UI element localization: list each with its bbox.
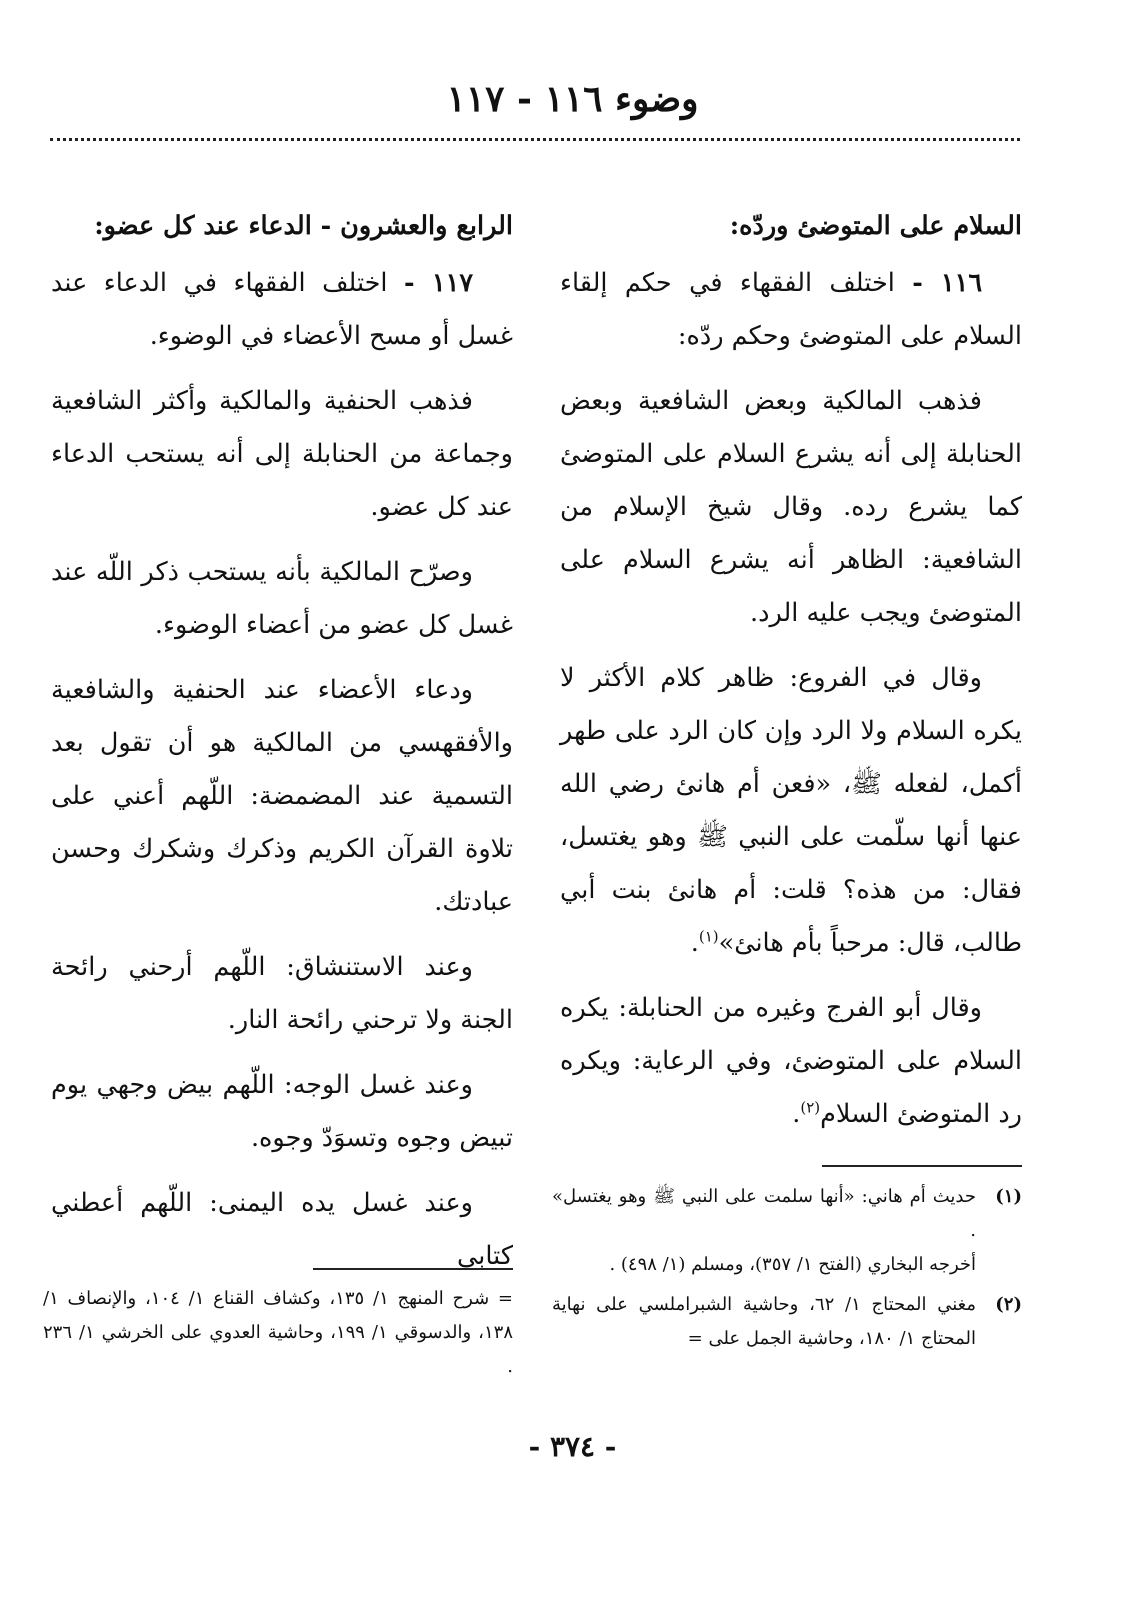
- left-paragraph-5: وعند غسل الوجه: اللّهم بيض وجهي يوم تبيض وجوه وتسوَدّ وجوه.: [51, 1070, 513, 1153]
- header-dotted-rule: [50, 138, 1020, 141]
- left-paragraph-4: وعند الاستنشاق: اللّهم أرحني رائحة الجنة ولا ترحني رائحة النار.: [51, 952, 513, 1035]
- footnote-2: [552, 1288, 1022, 1356]
- entry-117-number: ١١٧ -: [404, 268, 474, 298]
- entry-116: [560, 257, 1022, 363]
- left-paragraph-6: وعند غسل يده اليمنى: اللّهم أعطني كتابي: [51, 1188, 513, 1271]
- footnote-2-marker: (٢): [995, 1294, 1022, 1315]
- entry-116-intro: اختلف الفقهاء في حكم إلقاء السلام على المتوضئ وحكم ردّه:: [560, 268, 1022, 351]
- left-column-heading: الرابع والعشرون - الدعاء عند كل عضو:: [94, 211, 513, 241]
- right-column: [560, 200, 1022, 1153]
- right-paragraph-2: [560, 652, 1022, 970]
- footnote-separator-right: [822, 1165, 1022, 1167]
- footnote-1-line-1: حديث أم هاني: «أنها سلمت على النبي ﷺ وهو يغتسل» .: [552, 1186, 976, 1241]
- left-paragraph-1: فذهب الحنفية والمالكية وأكثر الشافعية وجماعة من الحنابلة إلى أنه يستحب الدعاء عند كل عضو.: [51, 386, 513, 522]
- footnote-1-line-2: أخرجه البخاري (الفتح ١/ ٣٥٧)، ومسلم (١/ ٤٩٨) .: [609, 1254, 976, 1275]
- footnotes-right: [552, 1180, 1022, 1362]
- right-paragraph-3: [560, 982, 1022, 1141]
- footnote-continuation-line: = شرح المنهج ١/ ١٣٥، وكشاف القناع ١/ ١٠٤، والإنصاف ١/ ١٣٨، والدسوقي ١/ ١٩٩، وحاشية العدوي على الخرشي ١/ ٢٣٦ .: [43, 1288, 513, 1377]
- left-paragraph-2: وصرّح المالكية بأنه يستحب ذكر اللّه عند غسل كل عضو من أعضاء الوضوء.: [51, 557, 513, 640]
- footnote-continuation-body: [43, 1282, 513, 1384]
- footnote-2-line-1: مغني المحتاج ١/ ٦٢، وحاشية الشبراملسي على نهاية المحتاج ١/ ١٨٠، وحاشية الجمل على =: [552, 1294, 976, 1349]
- entry-116-number: ١١٦ -: [912, 268, 983, 298]
- right-column-heading: السلام على المتوضئ وردّه:: [729, 211, 1022, 241]
- right-paragraph-3-text: وقال أبو الفرج وغيره من الحنابلة: يكره السلام على المتوضئ، وفي الرعاية: ويكره رد المتوضئ السلام: [560, 993, 1022, 1129]
- entry-117-intro: اختلف الفقهاء في الدعاء عند غسل أو مسح الأعضاء في الوضوء.: [51, 268, 513, 351]
- entry-117: [51, 257, 513, 363]
- right-paragraph-2-period: .: [690, 928, 699, 958]
- footnotes-left: [43, 1282, 513, 1390]
- right-paragraph-1: فذهب المالكية وبعض الشافعية وبعض الحنابلة إلى أنه يشرع السلام على المتوضئ كما يشرع رده. وقال شيخ الإسلام من الشافعية: الظاهر أنه يشرع السلام على المتوضئ ويجب عليه الرد.: [560, 386, 1022, 628]
- footnote-separator-left: [313, 1268, 513, 1270]
- page-header-title: وضوء ١١٦ - ١١٧: [446, 78, 699, 120]
- footnote-2-body: [552, 1288, 976, 1356]
- footnote-continuation: [43, 1282, 513, 1384]
- footnote-ref-1: (١): [698, 927, 719, 946]
- right-paragraph-3-period: .: [792, 1099, 801, 1129]
- footnote-ref-2: (٢): [800, 1098, 821, 1117]
- footnote-1-body: [552, 1180, 976, 1282]
- left-column: [51, 200, 513, 1295]
- right-paragraph-2-text: وقال في الفروع: ظاهر كلام الأكثر لا يكره السلام ولا الرد وإن كان الرد على طهر أكمل، لفعله ﷺ، «فعن أم هانئ رضي الله عنها أنها سلّمت على النبي ﷺ وهو يغتسل، فقال: من هذه؟ قلت: أم هانئ بنت أبي طالب، قال: مرحباً بأم هانئ»: [560, 663, 1022, 958]
- footnote-1: [552, 1180, 1022, 1282]
- page-number: - ٣٧٤ -: [528, 1430, 617, 1463]
- footnote-1-marker: (١): [995, 1186, 1022, 1207]
- left-paragraph-3: ودعاء الأعضاء عند الحنفية والشافعية والأفقهسي من المالكية هو أن تقول بعد التسمية عند المضمضة: اللّهم أعني على تلاوة القرآن الكريم وذكرك وشكرك وحسن عبادتك.: [51, 675, 513, 917]
